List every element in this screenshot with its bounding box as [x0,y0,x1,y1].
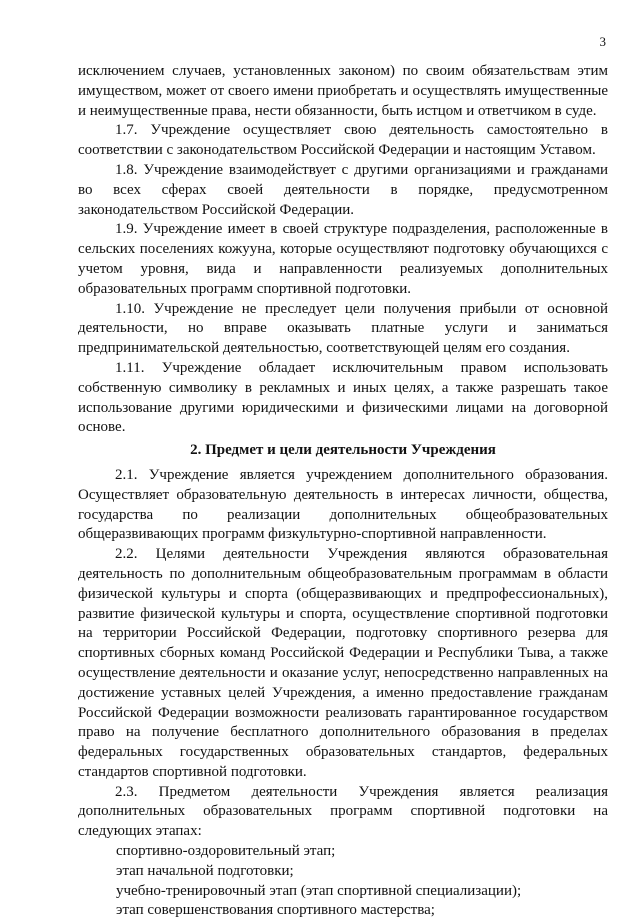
stage-list-item: учебно-тренировочный этап (этап спортивной специализации); [116,882,522,899]
paragraph-1-9: 1.9. Учреждение имеет в своей структуре подразделения, расположенные в сельских поселениях кожууна, которые осуществляют подготовку обучающихся с учетом уровня, вида и направленности реализуемых дополнительных образовательных программ спортивной подготовки. [78,221,608,297]
stage-list-item: спортивно-оздоровительный этап; [116,843,336,860]
paragraph-2-1: 2.1. Учреждение является учреждением дополнительного образования. Осуществляет образовательную деятельность в интересах личности, общества, государства по реализации дополнительных общеобразовательных общеразвивающих программ физкультурно-спортивной направленности. [78,466,608,543]
paragraph-2-3: 2.3. Предметом деятельности Учреждения является реализация дополнительных образовательных программ спортивной подготовки на следующих этапах: [78,783,608,840]
stage-list-item: этап совершенствования спортивного мастерства; [116,902,435,919]
document-text [78,62,608,921]
paragraph-continuation: исключением случаев, установленных законом) по своим обязательствам этим имуществом, может от своего имени приобретать и осуществлять имущественные и неимущественные права, нести обязанности, быть истцом и ответчиком в суде. [78,63,608,119]
stage-list-item: этап начальной подготовки; [116,862,294,879]
paragraph-1-8: 1.8. Учреждение взаимодействует с другими организациями и гражданами во всех сферах своей деятельности в порядке, предусмотренном законодательством Российской Федерации. [78,161,608,218]
paragraph-1-11: 1.11. Учреждение обладает исключительным правом использовать собственную символику в рекламных и иных целях, а также разрешать такое использование другими юридическими и физическими лицами на договорной основе. [78,359,608,436]
paragraph-2-2: 2.2. Целями деятельности Учреждения являются образовательная деятельность по дополнительным общеобразовательным программам в области физической культуры и спорта (общеразвивающих и предпрофессиональных), развитие физической культуры и спорта, осуществление спортивной подготовки на территории Российской Федерации, подготовку спортивного резерва для спортивных сборных команд Российской Федерации и Республики Тыва, а также осуществление деятельности и оказание услуг, непосредственно направленных на достижение уставных целей Учреждения, а именно предоставление гражданам Российской Федерации возможности реализовать гарантированное государством право на получение бесплатного дополнительного образования в пределах федеральных государственных образовательных стандартов, федеральных стандартов спортивной подготовки. [78,546,608,780]
paragraph-1-7: 1.7. Учреждение осуществляет свою деятельность самостоятельно в соответствии с законодательством Российской Федерации и настоящим Уставом. [78,122,608,159]
page-number: 3 [599,34,606,49]
paragraph-1-10: 1.10. Учреждение не преследует цели получения прибыли от основной деятельности, но вправе оказывать платные услуги и заниматься предпринимательской деятельностью, соответствующей целям его создания. [78,300,608,357]
section-heading: 2. Предмет и цели деятельности Учреждения [190,442,496,459]
